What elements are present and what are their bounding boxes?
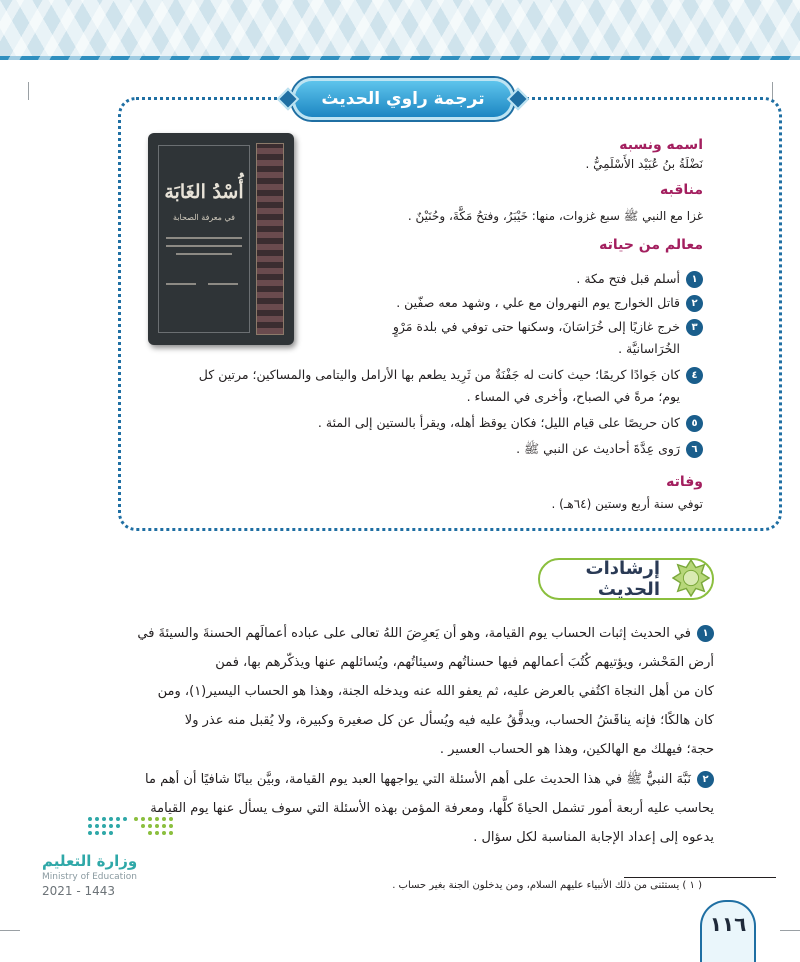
- life-item-text: الخُرَاسانيَّة .: [618, 341, 680, 356]
- octagram-ornament-icon: [672, 559, 710, 597]
- number-badge: ٣: [686, 319, 703, 336]
- life-item-text: كان جَوادًا كريمًا؛ حيث كانت له جَفْنَةٌ من ثَرِيد يطعم بها الأرامل واليتامى والمساكين؛ مرتين كل: [198, 367, 680, 382]
- guidance-text: في الحديث إثبات الحساب يوم القيامة، وهو أن يَعرِضَ اللهُ تعالى على عباده أعمالَهم الحسنةَ والسيئةَ في: [137, 626, 691, 641]
- footnote-divider: [624, 877, 776, 878]
- guidance-paragraph-1-line: كان من أهل النجاة اكتُفي بالعرض عليه، ثم يعفو الله عنه ويدخله الجنة، وهذا هو الحساب اليسير(١)، ومن: [157, 684, 714, 699]
- book-cover-image: [148, 133, 294, 345]
- life-item-4: [199, 366, 703, 384]
- number-badge: ٢: [697, 771, 714, 788]
- book-publisher-line: [208, 283, 238, 285]
- death-heading: وفاته: [666, 474, 703, 490]
- ministry-year: 2021 - 1443: [42, 884, 116, 898]
- life-item-5: [318, 414, 703, 432]
- life-item-text: رَوى عِدَّةَ أحاديث عن النبي ﷺ .: [516, 441, 680, 456]
- number-badge: ٤: [686, 367, 703, 384]
- life-item-4-continuation: [467, 388, 680, 406]
- guidance-paragraph-1-line: أرض المَحْشر، ويؤتيهم كُتُبَ أعمالهم فيها حسناتُهم وسيئاتُهم، ويُسائلهم عنها ويذكّرهم بها، فمن: [215, 655, 714, 670]
- guidance-paragraph-2-line: يحاسب عليه أربعة أمور تشمل الحياةَ كلَّها، ومعرفة المؤمن بهذه الأسئلة التي سوف يسأل عنها يوم القيامة: [150, 801, 714, 816]
- death-text: توفي سنة أربع وستين (٦٤هـ) .: [551, 497, 703, 511]
- footnote: ( ١ ) يستثنى من ذلك الأنبياء عليهم السلام، ومن يدخلون الجنة بغير حساب .: [392, 880, 702, 891]
- number-badge: ١: [686, 271, 703, 288]
- guidance-paragraph-1-line: كان هالكًا؛ فإنه يناقَشُ الحساب، ويدقَّقُ عليه فيه ويُسأل عن كل صغيرة وكبيرة، ولا يُقبل منه عذر ولا: [184, 713, 714, 728]
- guidance-paragraph-1-line: [137, 624, 714, 644]
- book-author-line: [176, 253, 232, 255]
- crop-mark: [772, 82, 773, 100]
- guidance-paragraph-2-line: [145, 770, 714, 790]
- book-publisher-line: [166, 283, 196, 285]
- guidance-paragraph-1-line: حجة؛ فيهلك مع الهالكين، وهذا هو الحساب العسير .: [439, 742, 714, 757]
- ministry-name-english: Ministry of Education: [42, 872, 137, 882]
- name-text: نَضْلَةُ بنُ عُبَيْد الأَسْلَمِيُّ .: [585, 157, 703, 171]
- book-cover-subtitle: في معرفة الصحابة: [173, 213, 235, 222]
- ministry-logo-icon: [86, 815, 178, 845]
- virtues-text: غزا مع النبي ﷺ سبع غزوات، منها: خَيْبَرُ، وفتحُ مَكَّةَ، وحُنَيْنٌ .: [407, 209, 703, 223]
- life-item-text: يوم؛ مرةً في الصباح، وأخرى في المساء .: [466, 389, 680, 404]
- life-item-text: كان حريصًا على قيام الليل؛ فكان يوقظ أهله، ويقرأ بالستين إلى المئة .: [317, 415, 680, 430]
- biography-title-plaque: [292, 78, 514, 120]
- life-item-3: [393, 318, 703, 336]
- life-item-text: أسلم قبل فتح مكة .: [576, 271, 680, 286]
- page-number: ١١٦: [709, 912, 747, 936]
- ministry-name: وزارة التعليم: [42, 852, 138, 870]
- virtues-heading: مناقبه: [659, 182, 703, 198]
- number-badge: ١: [697, 625, 714, 642]
- number-badge: ٢: [686, 295, 703, 312]
- book-cover-frame: [158, 145, 250, 333]
- life-item-1: [576, 270, 703, 288]
- name-heading: اسمه ونسبه: [619, 137, 703, 153]
- life-item-2: [396, 294, 703, 312]
- life-heading: معالم من حياته: [599, 237, 703, 253]
- number-badge: ٥: [686, 415, 703, 432]
- book-decorative-border: [256, 143, 284, 335]
- guidance-text: نَبَّهَ النبيُّ ﷺ في هذا الحديث على أهم الأسئلة التي يواجهها العبد يوم القيامة، وبيَّن بيانًا شافيًا أن أهم ما: [145, 772, 691, 787]
- biography-title: ترجمة راوي الحديث: [321, 89, 485, 109]
- life-item-text: خرج غازيًا إلى خُرَاسَانَ، وسكنها حتى توفي في بلدة مَرْوٍ: [392, 319, 680, 334]
- life-item-3-continuation: [618, 340, 680, 358]
- book-cover-title: أُسْدُ الغَابَة: [164, 181, 244, 203]
- book-author-line: [166, 237, 242, 239]
- number-badge: ٦: [686, 441, 703, 458]
- guidance-title: إرشادات الحديث: [585, 558, 660, 600]
- top-band-pattern: [0, 0, 800, 60]
- life-item-text: قاتل الخوارج يوم النهروان مع علي ، وشهد معه صفّين .: [396, 295, 680, 310]
- life-item-6: [516, 440, 703, 458]
- crop-mark: [780, 930, 800, 931]
- crop-mark: [0, 930, 20, 931]
- guidance-paragraph-2-line: يدعوه إلى إعداد الإجابة المناسبة لكل سؤال .: [473, 830, 714, 845]
- crop-mark: [28, 82, 29, 100]
- book-author-line: [166, 245, 242, 247]
